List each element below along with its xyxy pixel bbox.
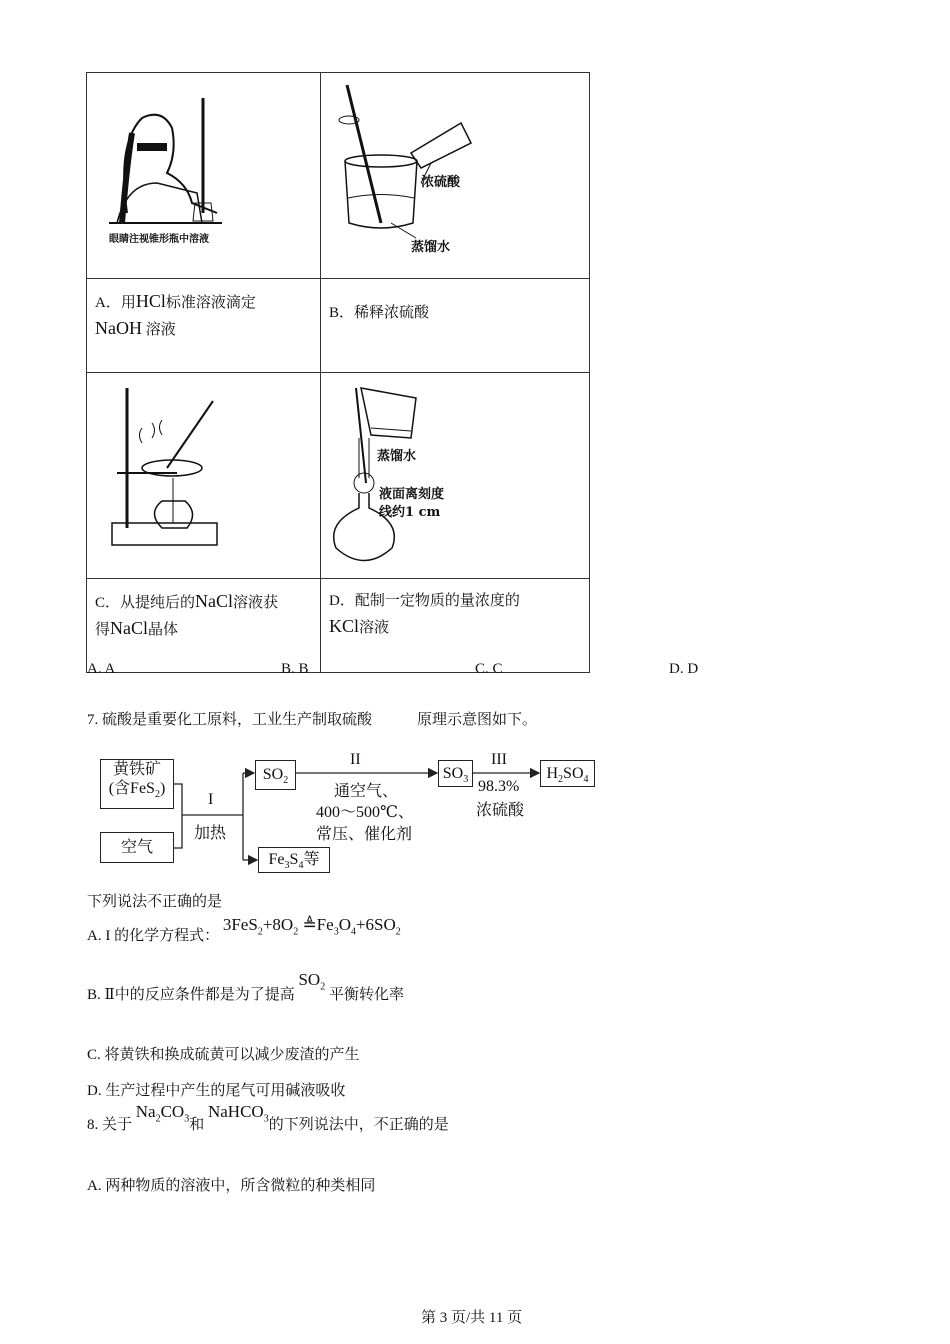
q7-option-c[interactable]: C. 将黄铁和换成硫黄可以减少废渣的产生 — [87, 1047, 360, 1063]
box-h2so4: $H_2SO_4$ — [540, 760, 595, 787]
step-3-cond-2: 浓硫酸 — [476, 802, 525, 819]
text: 和 — [189, 1117, 205, 1133]
q6-option-d[interactable]: D. D — [669, 661, 699, 677]
step-2-label: II — [350, 751, 361, 768]
text: A．用 — [95, 295, 136, 311]
chem-so2: $SO_2$ — [298, 970, 326, 993]
text: 溶液 — [359, 620, 390, 636]
text: 8. 关于 — [87, 1117, 133, 1133]
text: H — [546, 765, 559, 782]
equation: $3FeS_2+8O_2$ $≜Fe_3O_4+6SO_2$ — [222, 915, 401, 938]
chem-kcl: KCl — [329, 616, 360, 636]
chem-hcl: HCl — [135, 291, 166, 311]
label-water: 蒸馏水 — [411, 240, 451, 255]
text: 标准溶液滴定 — [165, 295, 256, 311]
page-footer: 第 3 页/共 11 页 — [421, 1310, 523, 1326]
step-3-label: III — [491, 751, 507, 768]
text: 黄铁矿 — [112, 761, 161, 778]
text: 的下列说法中，不正确的是 — [268, 1117, 449, 1133]
q8-stem — [87, 1102, 449, 1136]
text: NaHCO — [207, 1102, 264, 1121]
text: SO — [298, 970, 321, 989]
q6-option-a[interactable]: A. A — [87, 661, 116, 677]
step-2-cond-3: 常压、催化剂 — [316, 826, 413, 843]
figure-caption: 眼睛注视锥形瓶中溶液 — [109, 234, 209, 245]
text: 等 — [303, 851, 320, 868]
text: SO — [442, 765, 464, 782]
chem-nacl: NaCl — [110, 618, 149, 638]
text: SO — [563, 765, 584, 782]
text: B．稀释浓硫酸 — [329, 305, 430, 321]
step-3-cond-1: 98.3% — [478, 778, 520, 795]
text: ≜Fe — [302, 915, 334, 934]
step-1-label: I — [208, 791, 214, 808]
q6-option-b[interactable]: B. B — [281, 661, 309, 677]
chem-naoh: NaOH — [95, 318, 142, 338]
box-so3: $SO_3$ — [438, 760, 473, 787]
box-so2: $SO_2$ — [255, 760, 296, 790]
step-2-cond-2: 400～500℃、 — [316, 804, 414, 821]
chem-na2co3: $Na_2CO_3$ — [135, 1102, 190, 1125]
text: Fe — [268, 851, 285, 868]
q7-option-d[interactable]: D. 生产过程中产生的尾气可用碱液吸收 — [87, 1083, 346, 1099]
box-pyrite: 黄铁矿 (含FeS$_2$) — [100, 759, 174, 809]
chem-nahco3: NaHCO$_3$ — [207, 1102, 269, 1125]
label-water: 蒸馏水 — [377, 449, 417, 464]
text: C．从提纯后的 — [95, 595, 196, 611]
q7-question: 下列说法不正确的是 — [87, 894, 223, 910]
label-level-2: 线约1 cm — [379, 505, 441, 520]
text: 得 — [95, 622, 111, 638]
box-fe3s4: $Fe_3S_4$等 — [258, 847, 330, 873]
text: S — [289, 851, 299, 868]
text: CO — [160, 1102, 185, 1121]
text: A. I 的化学方程式： — [87, 928, 220, 944]
text: B. Ⅱ中的反应条件都是为了提高 — [87, 987, 295, 1003]
step-2-cond-1: 通空气、 — [334, 783, 399, 800]
text: 溶液获 — [233, 595, 279, 611]
q6-option-c[interactable]: C. C — [475, 661, 503, 677]
text: 3FeS — [222, 915, 258, 934]
q7-option-a[interactable] — [87, 915, 401, 947]
text: Na — [135, 1102, 156, 1121]
chem-nacl: NaCl — [195, 591, 234, 611]
text: 晶体 — [148, 622, 179, 638]
q7-option-b[interactable] — [87, 970, 404, 1006]
text: 平衡转化率 — [328, 987, 404, 1003]
label-conc-acid: 浓硫酸 — [421, 175, 461, 190]
q7-stem: 7. 硫酸是重要化工原料，工业生产制取硫酸 原理示意图如下。 — [87, 712, 538, 728]
text: 溶液 — [145, 322, 176, 338]
q8-option-a[interactable]: A. 两种物质的溶液中，所含微粒的种类相同 — [87, 1178, 376, 1194]
label-level: 液面离刻度 — [379, 487, 445, 502]
text: D．配制一定物质的量浓度的 — [329, 593, 520, 609]
text: +6SO — [355, 915, 396, 934]
box-air: 空气 — [100, 832, 174, 863]
text: SO — [262, 766, 284, 783]
step-1-condition: 加热 — [194, 825, 227, 842]
text: (含FeS — [108, 780, 155, 798]
text: +8O — [262, 915, 294, 934]
text: O — [338, 915, 351, 934]
